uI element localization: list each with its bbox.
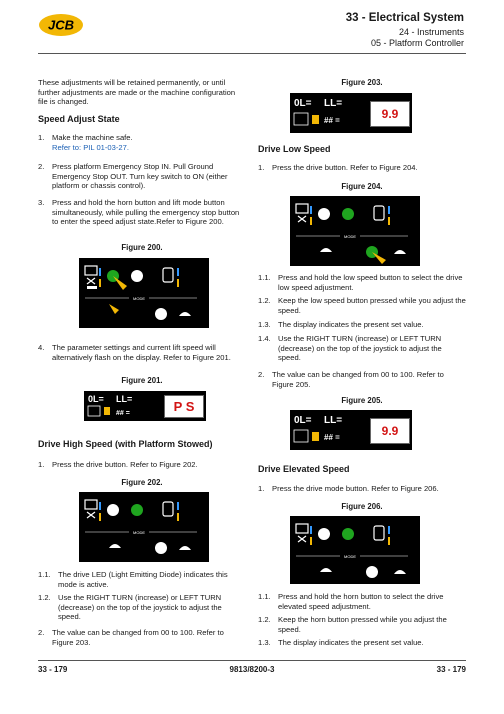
- step-text: The drive LED (Light Emitting Diode) indicates this mode is active.: [58, 570, 228, 589]
- footer-doc-number: 9813/8200-3: [229, 665, 275, 674]
- step-number: 1.: [38, 460, 45, 469]
- drive-high-step-1-1: [38, 570, 246, 589]
- step-number: 1.4.: [258, 334, 271, 343]
- step-text: Keep the low speed button pressed while you adjust the speed.: [278, 296, 466, 315]
- step-number: 1.: [38, 133, 45, 142]
- step-3: [38, 198, 246, 227]
- step-text: Press and hold the low speed button to select the drive low speed adjustment.: [278, 273, 463, 292]
- step-number: 2.: [38, 628, 45, 637]
- step-4: [38, 343, 246, 362]
- svg-text:LL=: LL=: [324, 98, 343, 109]
- figure-206-caption: Figure 206.: [341, 502, 383, 511]
- figure-204-panel: [290, 196, 420, 266]
- step-number: 1.: [258, 484, 265, 493]
- figure-201-panel: [84, 391, 206, 421]
- drive-elevated-step-1: [258, 484, 466, 494]
- drive-high-step-1: [38, 460, 246, 470]
- intro-text: These adjustments will be retained permanently, or until further adjustments are made or the machine configuration file is changed.: [38, 78, 236, 107]
- svg-text:MODE: MODE: [344, 234, 356, 239]
- figure-205-panel: [290, 410, 412, 450]
- svg-text:MODE: MODE: [344, 554, 356, 559]
- drive-low-step-1-3: [258, 320, 466, 330]
- step-number: 1.: [258, 163, 265, 172]
- figure-201-caption: Figure 201.: [121, 376, 163, 385]
- step-text: Use the RIGHT TURN (increase) or LEFT TURN (decrease) on the top of the joystick to adjust the speed.: [278, 334, 442, 363]
- step-number: 2.: [38, 162, 45, 171]
- step-number: 1.2.: [258, 615, 271, 624]
- topic-title: 05 - Platform Controller: [370, 38, 464, 48]
- drive-high-step-2: [38, 628, 246, 647]
- mode-label: MODE: [133, 296, 145, 301]
- step-number: 1.1.: [258, 592, 271, 601]
- svg-text:LL=: LL=: [324, 415, 343, 426]
- svg-text:LL=: LL=: [116, 394, 133, 404]
- step-2: [38, 162, 246, 191]
- svg-text:MODE: MODE: [133, 530, 145, 535]
- svg-text:0L=: 0L=: [88, 394, 104, 404]
- svg-text:## =: ## =: [324, 433, 340, 442]
- figure-203-panel: [290, 93, 412, 133]
- step-number: 4.: [38, 343, 45, 352]
- step-text: The parameter settings and current lift speed will alternatively flash on the display. Refer to Figure 201.: [52, 343, 231, 362]
- step-text: The display indicates the present set value.: [278, 638, 424, 647]
- step-text: Press the drive mode button. Refer to Figure 206.: [272, 484, 439, 493]
- drive-elevated-step-1-2: [258, 615, 466, 634]
- step-number: 1.2.: [258, 296, 271, 305]
- speed-display: 9.9: [370, 418, 410, 444]
- drive-elevated-step-1-1: [258, 592, 466, 611]
- drive-low-step-1: [258, 163, 466, 173]
- jcb-logo: [38, 13, 84, 37]
- step-number: 1.1.: [38, 570, 51, 579]
- figure-205-caption: Figure 205.: [341, 396, 383, 405]
- drive-elevated-step-1-3: [258, 638, 466, 648]
- step-number: 1.3.: [258, 320, 271, 329]
- figure-200-panel: [79, 258, 209, 328]
- step-text: Press the drive button. Refer to Figure 202.: [52, 460, 198, 469]
- speed-adjust-heading: Speed Adjust State: [38, 114, 120, 124]
- step-text: Press and hold the horn button to select the drive elevated speed adjustment.: [278, 592, 444, 611]
- speed-display: 9.9: [370, 101, 410, 127]
- step-text: Press platform Emergency Stop IN. Pull Ground Emergency Stop OUT. Turn key switch to ON (either platform or chassis control).: [52, 162, 228, 191]
- figure-203-caption: Figure 203.: [341, 78, 383, 87]
- svg-text:0L=: 0L=: [294, 98, 312, 109]
- step-number: 3.: [38, 198, 45, 207]
- drive-high-speed-heading: Drive High Speed (with Platform Stowed): [38, 439, 213, 449]
- drive-high-step-1-2: [38, 593, 246, 622]
- drive-low-step-1-1: [258, 273, 466, 292]
- step-text: The display indicates the present set value.: [278, 320, 424, 329]
- drive-low-speed-heading: Drive Low Speed: [258, 144, 331, 154]
- drive-low-step-1-2: [258, 296, 466, 315]
- figure-204-caption: Figure 204.: [341, 182, 383, 191]
- drive-low-step-1-4: [258, 334, 466, 363]
- svg-text:## =: ## =: [116, 410, 130, 417]
- figure-206-panel: [290, 516, 420, 584]
- step-number: 1.3.: [258, 638, 271, 647]
- step-text: Press and hold the horn button and lift mode button simultaneously, while pulling the emergency stop button to enter the speed adjust state.Refer to Figure 200.: [52, 198, 240, 227]
- footer-page-right: 33 - 179: [436, 665, 466, 674]
- section-title: 33 - Electrical System: [345, 12, 464, 24]
- drive-elevated-speed-heading: Drive Elevated Speed: [258, 464, 350, 474]
- svg-text:JCB: JCB: [47, 17, 75, 33]
- svg-text:## =: ## =: [324, 116, 340, 125]
- figure-202-caption: Figure 202.: [121, 478, 163, 487]
- step-text: Use the RIGHT TURN (increase) or LEFT TURN (decrease) on the top of the joystick to adjust the speed.: [58, 593, 222, 622]
- footer-divider: [38, 660, 466, 661]
- drive-low-step-2: [258, 370, 466, 389]
- subsection-title: 24 - Instruments: [398, 27, 464, 37]
- step-1: [38, 133, 246, 152]
- speed-display: P S: [164, 395, 204, 418]
- footer-page-left: 33 - 179: [38, 665, 68, 674]
- step-text: The value can be changed from 00 to 100. Refer to Figure 205.: [272, 370, 444, 389]
- step-number: 1.2.: [38, 593, 51, 602]
- step-text: The value can be changed from 00 to 100. Refer to Figure 203.: [52, 628, 224, 647]
- header-divider: [38, 53, 466, 54]
- step-number: 2.: [258, 370, 265, 379]
- step-text: Keep the horn button pressed while you adjust the speed.: [278, 615, 447, 634]
- figure-202-panel: [79, 492, 209, 562]
- step-text: Press the drive button. Refer to Figure 204.: [272, 163, 418, 172]
- svg-text:0L=: 0L=: [294, 415, 312, 426]
- step-number: 1.1.: [258, 273, 271, 282]
- figure-200-caption: Figure 200.: [121, 243, 163, 252]
- reference-link[interactable]: Refer to: PIL 01-03-27.: [52, 142, 129, 152]
- step-text: Make the machine safe.: [52, 133, 133, 142]
